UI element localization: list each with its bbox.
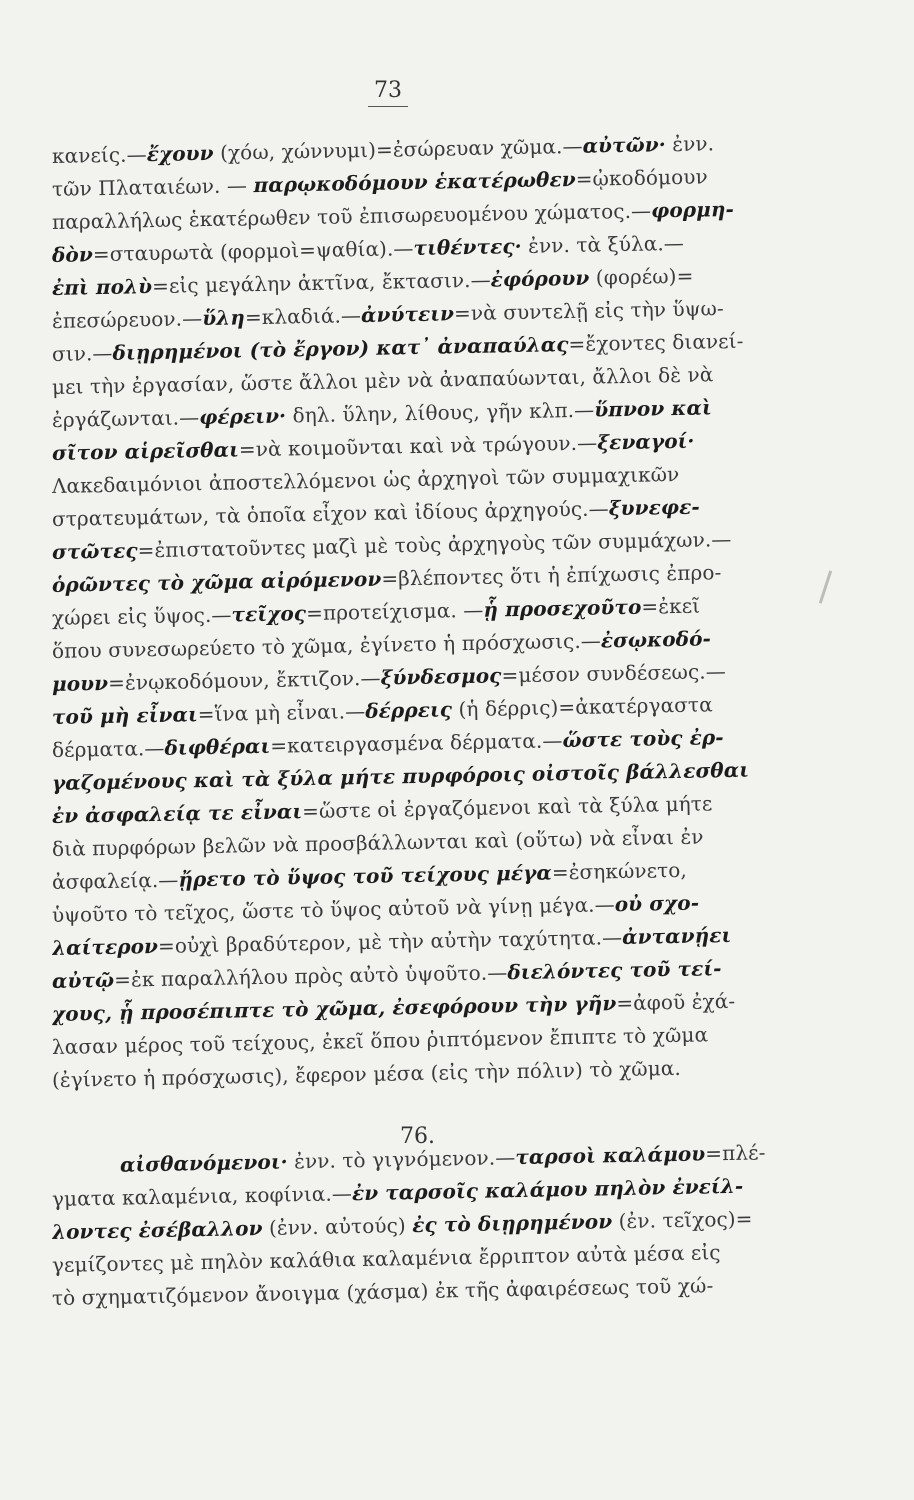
lemma-text: λαίτερον bbox=[51, 933, 159, 960]
section-number: 76. bbox=[400, 1124, 435, 1149]
gloss-text: παραλλήλως ἑκατέρωθεν τοῦ ἐπισωρευομένου χώματος.— bbox=[51, 198, 652, 234]
lemma-text: ἀνύτειν bbox=[360, 301, 455, 328]
gloss-text: χώρει εἰς ὕψος.— bbox=[51, 602, 232, 630]
gloss-text: (χόω, χώννυμι)=ἐσώρευαν χῶμα.— bbox=[213, 133, 583, 165]
gloss-text: Λακεδαιμόνιοι ἀποστελλόμενοι ὡς ἀρχηγοὶ τῶν συμμαχικῶν bbox=[51, 461, 680, 498]
lemma-text: χους, ᾗ προσέπιπτε τὸ χῶμα, ἐσεφόρουν τὴν γῆν bbox=[51, 991, 617, 1026]
gloss-text: =προτείχισμα. — bbox=[305, 597, 484, 626]
lemma-text: ἐς τὸ διῃρημένον bbox=[412, 1209, 613, 1238]
lemma-text: μουν bbox=[51, 670, 109, 696]
gloss-text: =ἔχοντες διανεί- bbox=[568, 328, 744, 357]
lemma-text: ᾔρετο τὸ ὕψος τοῦ τείχους μέγα bbox=[178, 860, 553, 892]
gloss-text: ἐνν. τὸ γιγνόμενον.— bbox=[287, 1145, 516, 1174]
lemma-text: ᾗ προσεχοῦτο bbox=[483, 594, 642, 622]
lemma-text: ἔχουν bbox=[146, 140, 214, 167]
gloss-text: =ὥστε οἱ ἐργαζόμενοι καὶ τὰ ξύλα μήτε bbox=[301, 791, 713, 824]
lemma-text: διῃρημένοι (τὸ ἔργον) κατ᾽ ἀναπαύλας bbox=[112, 332, 569, 365]
lemma-text: τοῦ μὴ εἶναι bbox=[51, 702, 198, 729]
gloss-text: ὑψοῦτο τὸ τεῖχος, ὥστε τὸ ὕψος αὐτοῦ νὰ γίνῃ μέγα.— bbox=[51, 892, 615, 927]
gloss-text: ἐνν. τὰ ξύλα.— bbox=[521, 230, 685, 258]
lemma-text: τιθέντες· bbox=[413, 233, 522, 261]
gloss-text: τῶν Πλαταιέων. — bbox=[51, 173, 254, 201]
gloss-text: =ἵνα μὴ εἶναι.— bbox=[197, 698, 366, 727]
lemma-text: ξύνδεσμος bbox=[380, 663, 502, 690]
gloss-text: τὸ σχηματιζόμενον ἄνοιγμα (χάσμα) ἐκ τῆς ἀφαιρέσεως τοῦ χώ- bbox=[51, 1273, 714, 1310]
lemma-text: διφθέραι bbox=[164, 733, 271, 760]
gloss-text: (ἐν. τεῖχος)= bbox=[611, 1206, 753, 1234]
lemma-text: τεῖχος bbox=[231, 601, 307, 627]
lemma-text: δὸν bbox=[51, 242, 94, 267]
gloss-text: σιν.— bbox=[51, 340, 113, 366]
gloss-text: κανείς.— bbox=[51, 142, 147, 168]
gloss-text: =κλαδιά.— bbox=[244, 303, 362, 330]
lemma-text: αὐτῷ bbox=[51, 967, 115, 993]
gloss-text: ἀσφαλείᾳ.— bbox=[51, 867, 179, 894]
gloss-text: =ἀφοῦ ἐχά- bbox=[616, 988, 736, 1016]
gloss-text: δέρματα.— bbox=[51, 735, 165, 762]
gloss-text: ἐπεσώρευον.— bbox=[51, 306, 203, 333]
gloss-text: (φορέω)= bbox=[589, 263, 694, 290]
gloss-text: =νὰ κοιμοῦνται καὶ νὰ τρώγουν.— bbox=[238, 430, 598, 462]
gloss-text: γεμίζοντες μὲ πηλὸν καλάθια καλαμένια ἔρριπτον αὐτὰ μέσα εἰς bbox=[51, 1240, 721, 1277]
lemma-text: ἐπὶ πολὺ bbox=[51, 274, 153, 300]
gloss-text: στρατευμάτων, τὰ ὁποῖα εἶχον καὶ ἰδίους ἀρχηγούς.— bbox=[51, 496, 609, 531]
lemma-text: φορμη- bbox=[650, 196, 735, 223]
gloss-text: (ἐνν. αὐτούς) bbox=[262, 1213, 413, 1240]
lemma-text: ὥστε τοὺς ἐρ- bbox=[562, 725, 724, 753]
margin-mark bbox=[819, 570, 832, 603]
gloss-text: ἐνν. bbox=[665, 131, 715, 157]
gloss-text: ἐργάζωνται.— bbox=[51, 405, 200, 432]
lemma-text: ταρσοὶ καλάμου bbox=[515, 1141, 706, 1170]
gloss-text: δηλ. ὕλην, λίθους, γῆν κλπ.— bbox=[285, 397, 595, 428]
lemma-text: ἐσῳκοδό- bbox=[600, 626, 712, 653]
lemma-text: ὕλη bbox=[201, 305, 246, 331]
gloss-text: =βλέποντες ὅτι ἡ ἐπίχωσις ἐπρο- bbox=[381, 560, 722, 591]
lemma-text: παρῳκοδόμουν ἑκατέρωθεν bbox=[253, 166, 576, 198]
lemma-text: στῶτες bbox=[51, 538, 138, 564]
lemma-text: ξυνεφε- bbox=[608, 494, 700, 521]
gloss-text: =ἐσηκώνετο, bbox=[551, 857, 688, 885]
gloss-text: (ἡ δέρρις)=ἀκατέργαστα bbox=[451, 692, 713, 722]
gloss-text: μει τὴν ἐργασίαν, ὥστε ἄλλοι μὲν νὰ ἀναπαύωνται, ἄλλοι δὲ νὰ bbox=[51, 362, 714, 399]
gloss-text: λασαν μέρος τοῦ τείχους, ἐκεῖ ὅπου ῥιπτόμενον ἔπιπτε τὸ χῶμα bbox=[51, 1022, 709, 1059]
gloss-text: γματα καλαμένια, κοφίνια.— bbox=[51, 1181, 353, 1211]
gloss-text: =οὐχὶ βραδύτερον, μὲ τὴν αὐτὴν ταχύτητα.— bbox=[157, 925, 623, 958]
gloss-text: ὅπου συνεσωρεύετο τὸ χῶμα, ἐγίνετο ἡ πρόσχωσις.— bbox=[51, 628, 602, 663]
lemma-text: ἐν ἀσφαλείᾳ τε εἶναι bbox=[51, 799, 303, 828]
lemma-text: γαζομένους καὶ τὰ ξύλα μήτε πυρφόροις οἰστοῖς βάλλεσθαι bbox=[51, 757, 750, 795]
lemma-text: ὁρῶντες τὸ χῶμα αἰρόμενον bbox=[51, 566, 382, 597]
gloss-text: =μέσον συνδέσεως.— bbox=[501, 659, 727, 688]
gloss-text: (ἐγίνετο ἡ πρόσχωσις), ἔφερον μέσα (εἰς τὴν πόλιν) τὸ χῶμα. bbox=[51, 1055, 682, 1092]
lemma-text: αἰσθανόμενοι· bbox=[119, 1149, 288, 1177]
gloss-text: =νὰ συντελῇ εἰς τὴν ὕψω- bbox=[453, 296, 725, 326]
gloss-text: =σταυρωτὰ (φορμοὶ=ψαθία).— bbox=[92, 236, 414, 267]
lemma-text: ξεναγοί· bbox=[597, 428, 695, 455]
gloss-text: =κατειργασμένα δέρματα.— bbox=[270, 728, 563, 758]
lemma-text: φέρειν· bbox=[198, 403, 287, 430]
gloss-text: =ᾠκοδόμουν bbox=[575, 164, 708, 191]
lemma-text: ἐν ταρσοῖς καλάμου πηλὸν ἐνείλ- bbox=[351, 1173, 744, 1206]
gloss-text: =ἐνῳκοδόμουν, ἔκτιζον.— bbox=[107, 665, 381, 695]
lemma-text: ἀντανῄει bbox=[621, 922, 732, 950]
lemma-text: αὐτῶν· bbox=[582, 132, 666, 158]
lemma-text: σῖτον αἱρεῖσθαι bbox=[51, 437, 240, 465]
gloss-text: =ἐπιστατοῦντες μαζὶ μὲ τοὺς ἀρχηγοὺς τῶν συμμάχων.— bbox=[137, 526, 732, 563]
paragraph-76 bbox=[51, 1140, 782, 1315]
lemma-text: διελόντες τοῦ τεί- bbox=[507, 956, 722, 985]
paragraph-73 bbox=[51, 131, 782, 1097]
gloss-text: =πλέ- bbox=[705, 1140, 766, 1166]
lemma-text: δέρρεις bbox=[364, 697, 453, 723]
page-number: 73 bbox=[368, 78, 408, 107]
lemma-text: ἐφόρουν bbox=[490, 265, 590, 292]
gloss-text: =εἰς μεγάλην ἀκτῖνα, ἔκτασιν.— bbox=[151, 267, 491, 299]
lemma-text: ὕπνον καὶ bbox=[594, 395, 712, 422]
lemma-text: λοντες ἐσέβαλλον bbox=[51, 1215, 263, 1244]
gloss-text: διὰ πυρφόρων βελῶν νὰ προσβάλλωνται καὶ (οὕτω) νὰ εἶναι ἐν bbox=[51, 824, 704, 861]
lemma-text: οὐ σχο- bbox=[614, 890, 700, 917]
gloss-text: =ἐκ παραλλήλου πρὸς αὐτὸ ὑψοῦτο.— bbox=[113, 960, 508, 992]
gloss-text: =ἐκεῖ bbox=[641, 593, 701, 619]
